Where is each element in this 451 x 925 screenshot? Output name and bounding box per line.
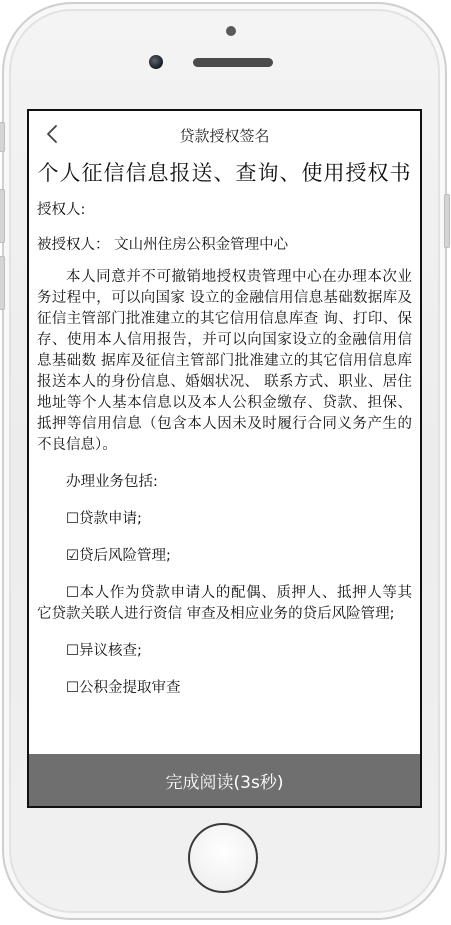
document-title: 个人征信信息报送、查询、使用授权书 <box>37 161 412 185</box>
phone-screen <box>27 109 422 808</box>
document-content[interactable] <box>37 159 412 699</box>
home-button[interactable] <box>188 823 258 893</box>
earpiece-speaker <box>193 58 273 67</box>
page-title: 贷款授权签名 <box>179 127 270 145</box>
option-post-loan-risk[interactable]: ☑贷后风险管理; <box>66 548 171 564</box>
proximity-sensor <box>226 26 236 36</box>
option-loan-application[interactable]: ☐贷款申请; <box>66 511 142 527</box>
mute-switch <box>0 122 5 152</box>
complete-reading-button[interactable]: 完成阅读(3s秒) <box>29 754 420 806</box>
option-related-person-review[interactable]: ☐本人作为贷款申请人的配偶、质押人、抵押人等其它贷款关联人进行资信 审查及相应业务的贷后风险管理; <box>37 585 412 622</box>
power-button <box>444 194 450 248</box>
back-button[interactable] <box>39 121 65 147</box>
option-fund-withdrawal-review[interactable]: ☐公积金提取审查 <box>66 680 181 696</box>
volume-down-button <box>0 256 5 310</box>
chevron-left-icon <box>45 124 59 144</box>
business-heading: 办理业务包括: <box>66 474 158 490</box>
option-objection-check[interactable]: ☐异议核查; <box>66 643 142 659</box>
front-camera-icon <box>149 55 163 69</box>
grantee-line: 被授权人： 文山州住房公积金管理中心 <box>37 237 289 253</box>
authorization-paragraph: 本人同意并不可撤销地授权贵管理中心在办理本次业务过程中，可以向国家 设立的金融信用信息基础数据库及征信主管部门批准建立的其它信用信息库查 询、打印、保存、使用本人信用报告，并可以向国家设立的金融信用信息基础数 据库及征信主管部门批准建立的其它信用信息库报送本人的身份信息、婚姻状况、 联系方式、职业、居住地址等个人基本信息以及本人公积金缴存、贷款、担保、 抵押等信用信息（包含本人因未及时履行合同义务产生的不良信息）。 <box>37 269 412 453</box>
navigation-bar <box>29 111 420 157</box>
grantor-label: 授权人: <box>37 202 86 218</box>
volume-up-button <box>0 189 5 243</box>
